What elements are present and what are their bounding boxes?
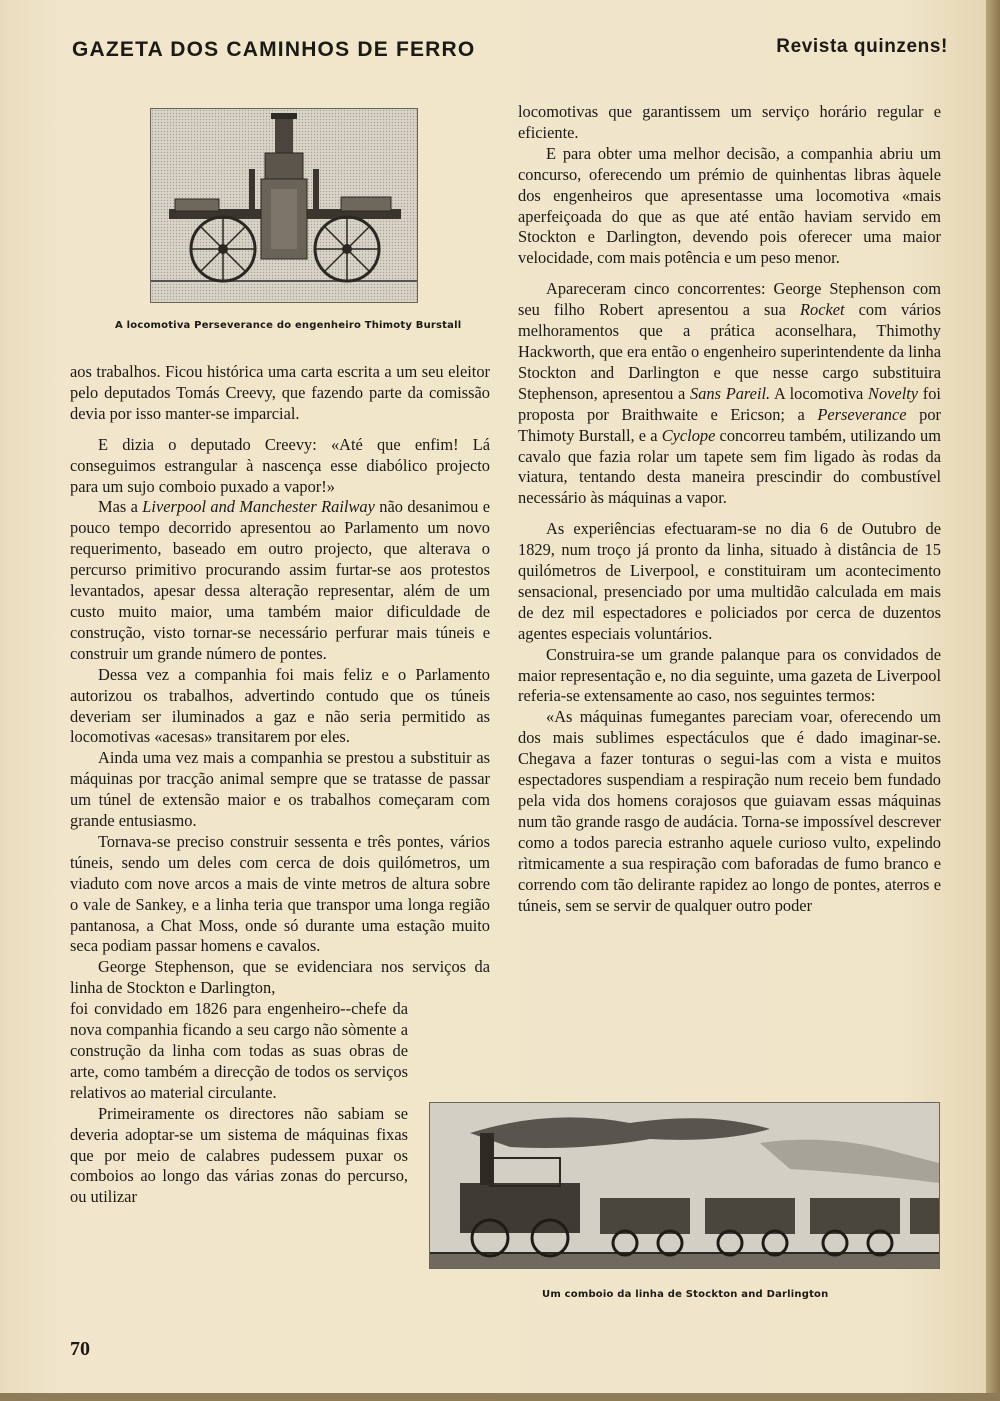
paragraph: E para obter uma melhor decisão, a companhia abriu um concurso, oferecendo um prémio de quinhentas libras àquele dos engenheiros que apresentasse uma locomotiva «mais aperfeiçoada do que as que até então haviam servido em Stockton e Darlington, devendo pois oferecer uma maior velocidade, com mais potência e um peso menor. (518, 143, 941, 268)
paragraph: Construira-se um grande palanque para os convidados de maior representação e, no dia seguinte, uma gazeta de Liverpool referia-se extensamente ao caso, nos seguintes termos: (518, 644, 941, 706)
page-number: 70 (70, 1338, 90, 1360)
railway-name: Liverpool and Manchester Railway (142, 497, 375, 517)
figure-caption-bottom: Um comboio da linha de Stockton and Darlington (542, 1289, 829, 1300)
paragraph: Mas a Liverpool and Manchester Railway não desanimou e pouco tempo decorrido apresentou ao Parlamento um novo requerimento, baseado em outro projecto, que alterava o percurso primitivo procurando assim furtar-se aos protestos levantados, apesar dessa alteração representar, além de um custo muito maior, uma também maior dificuldade de construção, visto tornar-se necessário perfurar mais túneis e construir um grande número de pontes. (70, 497, 490, 663)
paragraph: foi convidado em 1826 para engenheiro--chefe da nova companhia ficando a seu cargo não sòmente a construção da linha com todas as suas obras de arte, como também a direcção de todos os serviços relativos ao material circulante. (70, 999, 408, 1102)
paragraph: locomotivas que garantissem um serviço horário regular e eficiente. (518, 102, 941, 142)
paragraph: George Stephenson, que se evidenciara nos serviços da linha de Stockton e Darlington, (70, 957, 490, 998)
paragraph: Primeiramente os directores não sabiam se deveria adoptar-se um sistema de máquinas fixas que por meio de calabres pudessem puxar os comboios ao longo das várias zonas do percurso, ou utilizar (70, 1103, 408, 1207)
narrow-text-block (70, 999, 408, 1208)
perseverance-locomotive-image (150, 108, 418, 303)
left-column (70, 362, 490, 1208)
paragraph: Apareceram cinco concorrentes: George Stephenson com seu filho Robert apresentou a sua Rocket com vários melhoramentos que a prática aconselhara, Thimothy Hackworth, que era então o engenheiro superintendente da linha Stockton and Darlington e que nesse cargo substituira Stephenson, apresentou a Sans Pareil. A locomotiva Novelty foi proposta por Braithwaite e Ericson; a Perseverance por Thimoty Burstall, e a Cyclope concorreu também, utilizando um cavalo que fazia rolar um tapete sem fim ligado às rodas da viatura, tentando desta maneira prescindir do combustível necessário às máquinas a vapor. (518, 279, 941, 508)
page-bottom-edge (0, 1393, 1000, 1401)
right-column (518, 102, 941, 916)
magazine-subtitle: Revista quinzens! (776, 36, 948, 57)
paragraph: «As máquinas fumegantes pareciam voar, oferecendo um dos mais sublimes espectáculos que é dado imaginar-se. Chegava a fazer tonturas o segui-las com a vista e muitos espectadores suspendiam a respiração num receio bem fundado pela vida dos homens corajosos que guiavam essas máquinas num tão grande rasgo de audácia. Torna-se impossível descrever como a todos parecia estranho aquele curioso vulto, expelindo rìtmicamente a sua respiração com baforadas de fumo branco e correndo com tão delirante rapidez ao longo de pontes, aterros e túneis, sem se servir de qualquer outro poder (518, 707, 941, 915)
paragraph: Ainda uma vez mais a companhia se prestou a substituir as máquinas por tracção animal sempre que se tratasse de passar um túnel de extensão maior e os trabalhos começaram com grande entusiasmo. (70, 748, 490, 831)
paragraph: As experiências efectuaram-se no dia 6 de Outubro de 1829, num troço já pronto da linha, situado à distância de 15 quilómetros de Liverpool, e constituiram um acontecimento sensacional, presenciado por uma multidão calculada em mais de dez mil espectadores e policiados por cerca de duzentos agentes especiais voluntários. (518, 519, 941, 643)
paragraph: Tornava-se preciso construir sessenta e três pontes, vários túneis, sendo um deles com cerca de dois quilómetros, um viaduto com nove arcos a mais de vinte metros de altura sobre o vale de Sankey, e a linha teria que transpor uma longa região pantanosa, a Chat Moss, onde só durante uma estação muito seca podiam passar homens e cavalos. (70, 831, 490, 956)
magazine-title: GAZETA DOS CAMINHOS DE FERRO (72, 38, 476, 61)
page-edge-shadow (986, 0, 1000, 1401)
paragraph: Dessa vez a companhia foi mais feliz e o Parlamento autorizou os trabalhos, advertindo contudo que os túneis deveriam ser iluminados a gaz e não seria permitido as locomotivas «acesas» transitarem por eles. (70, 664, 490, 747)
paragraph: aos trabalhos. Ficou histórica uma carta escrita a um seu eleitor pelo deputados Tomás Creevy, que fazendo parte da comissão devia por isso manter-se imparcial. (70, 362, 490, 423)
paragraph: E dizia o deputado Creevy: «Até que enfim! Lá conseguimos estrangular à nascença esse diabólico projecto para um sujo comboio puxado a vapor!» (70, 434, 490, 496)
locomotive-illustration (151, 109, 417, 302)
train-illustration (430, 1103, 939, 1268)
stockton-darlington-train-image (429, 1102, 940, 1269)
figure-caption-top: A locomotiva Perseverance do engenheiro Thimoty Burstall (115, 320, 462, 331)
